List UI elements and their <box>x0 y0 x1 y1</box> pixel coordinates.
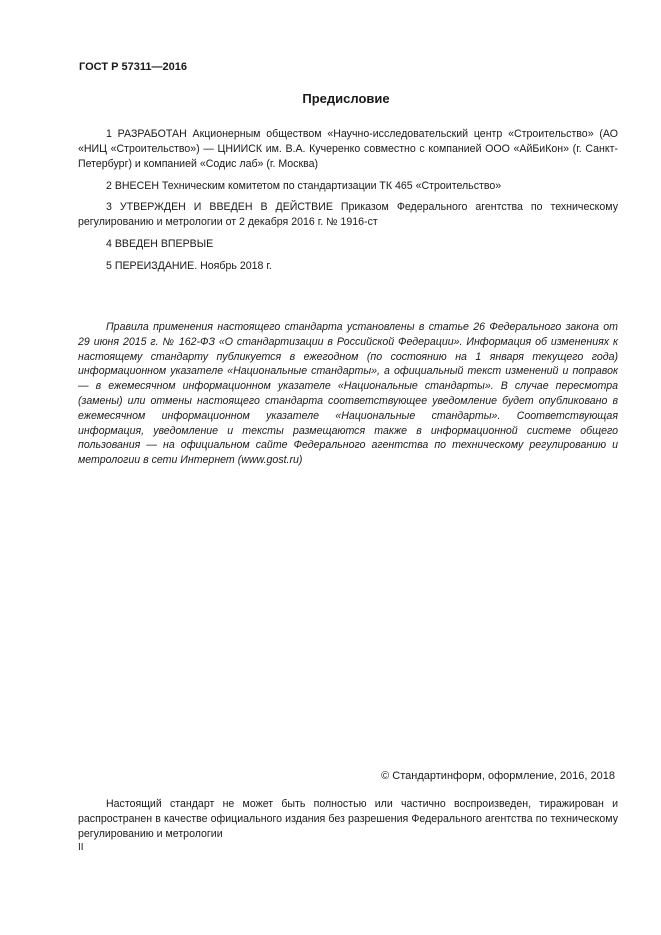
foreword-item-3 <box>78 200 618 230</box>
foreword-item-4 <box>78 237 618 252</box>
copyright-line: © Стандартинформ, оформление, 2016, 2018 <box>381 770 615 782</box>
foreword-item-text: 2 ВНЕСЕН Техническим комитетом по стандартизации ТК 465 «Строительство» <box>106 180 502 192</box>
foreword-item-1 <box>78 127 618 173</box>
standard-code: ГОСТ Р 57311—2016 <box>79 61 187 73</box>
page-title: Предисловие <box>302 91 390 106</box>
notice-text: Правила применения настоящего стандарта установлены в статье 26 Федерального закона от 29 июня 2015 г. № 162-ФЗ «О стандартизации в Российской Федерации». Информация об изменениях к настоящему стандарту публикуется в ежегодном (по состоянию на 1 января текущего года) информационном указателе «Национальные стандарты», а официальный текст изменений и поправок — в ежемесячном информационном указателе «Национальные стандарты». В случае пересмотра (замены) или отмены настоящего стандарта соответствующее уведомление будет опубликовано в ежемесячном информационном указателе «Национальные стандарты». Соответствующая информация, уведомление и тексты размещаются также в информационной системе общего пользования — на официальном сайте Федерального агентства по техническому регулированию и метрологии в сети Интернет (www.gost.ru) <box>78 321 618 467</box>
foreword-item-text: 3 УТВЕРЖДЕН И ВВЕДЕН В ДЕЙСТВИЕ Приказом Федерального агентства по техническому регулированию и метрологии от 2 декабря 2016 г. № 1916-ст <box>78 201 618 229</box>
reproduction-notice-text: Настоящий стандарт не может быть полностью или частично воспроизведен, тиражирован и распространен в качестве официального издания без разрешения Федерального агентства по техническому регулированию и метрологии <box>78 798 618 840</box>
reproduction-notice <box>78 797 618 842</box>
foreword-item-text: 5 ПЕРЕИЗДАНИЕ. Ноябрь 2018 г. <box>106 260 272 272</box>
foreword-item-5 <box>78 259 618 274</box>
standard-application-notice <box>78 320 618 468</box>
foreword-item-text: 4 ВВЕДЕН ВПЕРВЫЕ <box>106 238 214 250</box>
foreword-item-2 <box>78 179 618 194</box>
foreword-item-text: 1 РАЗРАБОТАН Акционерным обществом «Научно-исследовательский центр «Строительство» (АО «НИЦ «Строительство») — ЦНИИСК им. В.А. Кучеренко совместно с компанией ООО «АйБиКон» (г. Санкт-Петербург) и компанией «Содис лаб» (г. Москва) <box>78 128 618 171</box>
page-number: II <box>78 842 84 853</box>
